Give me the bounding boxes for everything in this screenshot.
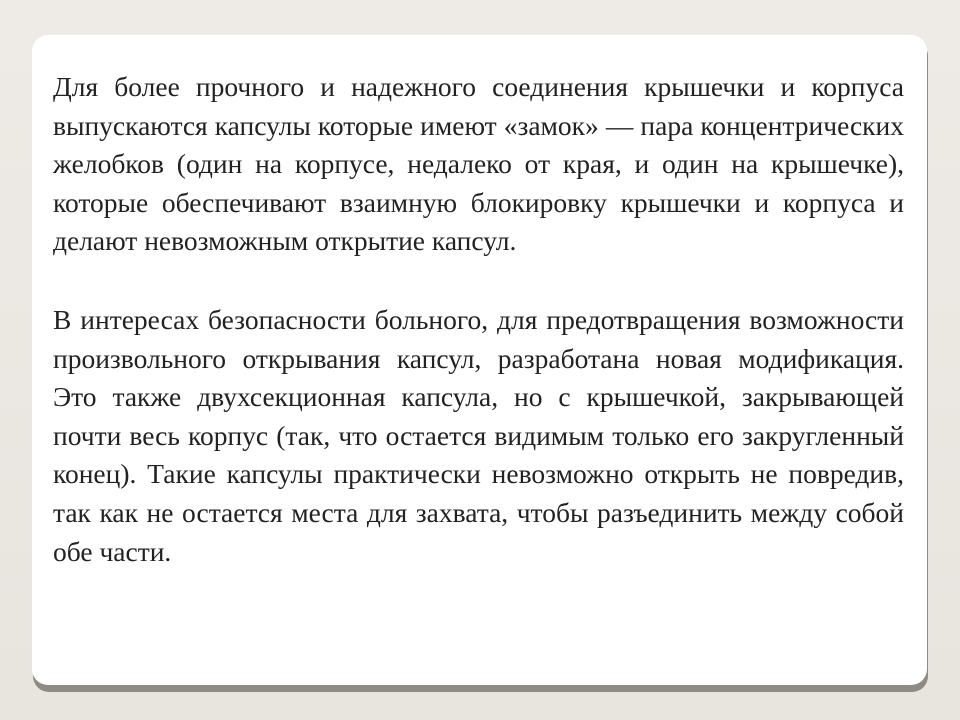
paragraph-capsule-safety: В интересах безопасности больного, для предотвращения возможности произвольного открывания капсул, разработана новая модификация. Это также двухсекционная капсула, но с крышечкой, закрывающей почти весь корпус (так, что остается видимым только его закругленный конец). Такие капсулы практически невозможно открыть не повредив, так как не остается места для захвата, чтобы разъединить между собой обе части. [53,303,904,567]
content-panel [32,35,927,685]
paragraph-capsule-lock: Для более прочного и надежного соединения крышечки и корпуса выпускаются капсулы которые имеют «замок» — пара концентрических желобков (один на корпусе, недалеко от края, и один на крышечке), которые обеспечивают взаимную блокировку крышечки и корпуса и делают невозможным открытие капсул. [53,71,904,257]
